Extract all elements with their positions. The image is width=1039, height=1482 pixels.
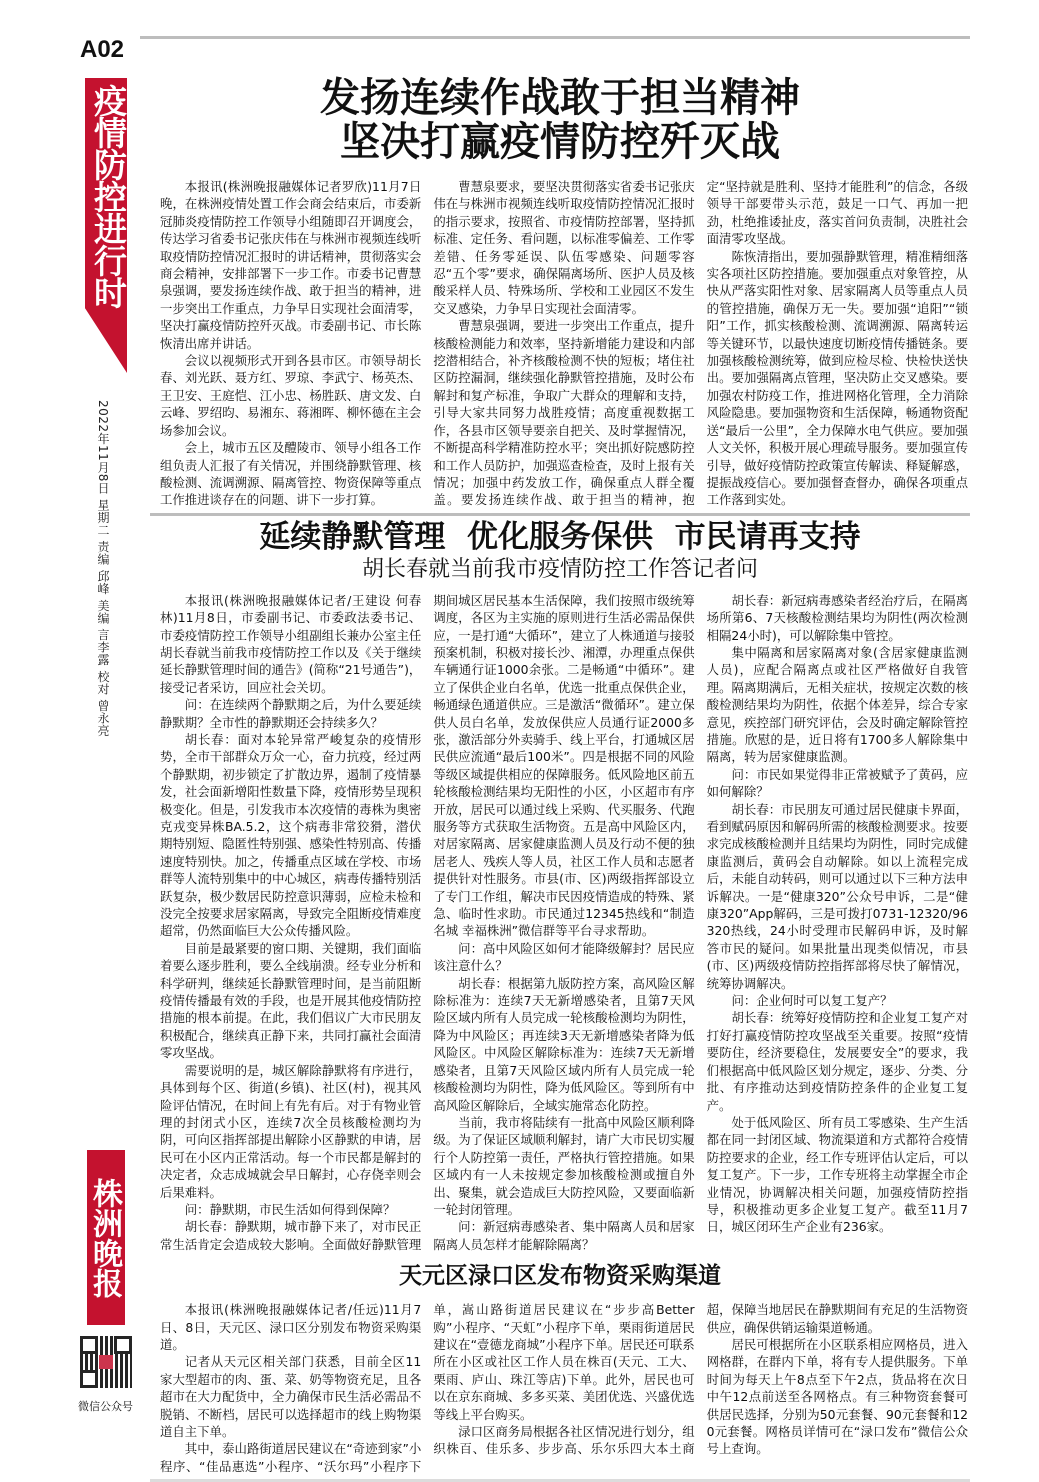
article2-title: 延续静默管理 优化服务保供 市民请再支持 [259,518,861,555]
paragraph: 会议以视频形式开到各县市区。市领导胡长春、刘光跃、聂方红、罗琼、李武宁、杨英杰、王卫安、王庭恺、江小忠、杨胜跃、唐文发、白云峰、罗绍昀、易湘东、蒋湘晖、柳怀德在主会场参加会议。 [160,353,422,438]
article2-body [160,592,968,1253]
paragraph: 胡长春：面对本轮异常严峻复杂的疫情形势，全市干部群众万众一心，奋力抗疫，经过两个静默期，初步锁定了扩散边界，遏制了疫情暴发，社会面新增阳性数量下降，疫情形势呈现积极变化。但是，引发我市本次疫情的毒株为奥密克戎变异株BA.5.2，这个病毒非常狡猾，潜伏期特别短、隐匿性特别强、感染性特别高、传播速度特别快。加之，传播重点区域在学校、市场群等人流特别集中的中心城区，病毒传播特别活跃复杂，极少数居民防控意识薄弱，应检未检和没完全按要求居家隔离，导致完全阻断疫情难度超常，仍然面临巨大公众传播风险。 [160,731,422,939]
paragraph: 问：在连续两个静默期之后，为什么要延续静默期？全市性的静默期还会持续多久？ [160,697,422,730]
article3-body [160,1301,968,1475]
article2-subtitle: 胡长春就当前我市疫情防控工作答记者问 [361,556,758,582]
article3-title: 天元区渌口区发布物资采购渠道 [399,1263,721,1290]
paragraph: 当前，我市将陆续有一批高中风险区顺利降级。为了保证区域顺利解封，请广大市民切实履行个人防控第一责任，严格执行管控措施。如果区域内有一人未按规定参加核酸检测或擅自外出、聚集，就会造成巨大防控风险，又要面临新一轮封闭管理。 [433,1114,695,1217]
paragraph: 会上，城市五区及醴陵市、领导小组各工作组负责人汇报了有关情况，并围绕静默管理、核酸检测、流调溯源、隔离管控、物资保障等重点工作推进谈存在的问题、讲下一步打算。 [160,440,422,508]
section-divider [150,513,970,516]
article1-title-line1: 发扬连续作战敢于担当精神 [320,75,800,121]
paragraph: 处于低风险区、所有员工零感染、生产生活都在同一封闭区域、物流渠道和方式都符合疫情防控要求的企业，经工作专班评估认定后，可以复工复产。下一步，工作专班将主动掌握全市企业情况，协调解决相关问题，加强疫情防控指导，积极推动更多企业复工复产。截至11月7日，城区闭环生产企业有236家。 [706,1114,968,1235]
top-divider [140,36,970,39]
paragraph: 居民可根据所在小区联系相应网格员，进入网格群，在群内下单，将有专人提供服务。下单时间为每天上午8点至下午2点，货品将在次日中午12点前送至各网格点。有三种物资套餐可供居民选择，分别为50元套餐、90元套餐和120元套餐。网格员详情可在“渌口发布”微信公众号上查询。 [706,1336,968,1457]
paragraph: 其中，泰山路街道居民建议在“奇迹到家”小程序、“佳品惠选”小程序、“沃尔玛”小程序下单，嵩山路街道居民建议在“步步高Better购”小程序、“天虹”小程序下单，栗雨街道居民建议在“壹德龙商城”小程序下单。居民还可联系所在小区或社区工作人员在株百(天元、工大、栗雨、庐山、珠江等店)下单。此外，居民也可以在京东商城、多多买菜、美团优选、兴盛优选等线上平台购买。 [160,1302,695,1474]
paragraph: 问：市民如果觉得非正常被赋予了黄码，应如何解除？ [706,766,968,800]
paragraph: 胡长春：新冠病毒感染者经治疗后，在隔离场所第6、7天核酸检测结果均为阴性(两次检测相隔24小时)，可以解除集中管控。 [706,592,968,643]
article1-title-line2: 坚决打赢疫情防控歼灭战 [340,119,780,165]
page-number: A02 [80,36,125,63]
qr-finder-mark [80,1336,98,1354]
paragraph: 胡长春：市民朋友可通过居民健康卡界面，看到赋码原因和解码所需的核酸检测要求。按要求完成核酸检测并且结果均为阴性，同时完成健康监测后，黄码会自动解除。如以上流程完成后，未能自动转码，则可以通过以下三种方法申诉解决。一是“健康320”公众号申诉，二是“健康320”App解码，三是可拨打0731-12320/96320热线，24小时受理市民解码申诉，及时解答市民的疑问。如果批量出现类似情况，市县(市、区)两级疫情防控指挥部将尽快了解情况，统筹协调解决。 [706,801,968,991]
paragraph: 本报讯(株洲晚报融媒体记者/王建设 何春林)11月8日，市委副书记、市委政法委书记、市委疫情防控工作领导小组副组长兼办公室主任胡长春就当前我市疫情防控工作以及《关于继续延长静默管理时间的通告》(简称“21号通告”)，接受记者采访，回应社会关切。 [160,592,422,695]
qr-finder-mark [114,1336,132,1354]
dateline: 2022年11月8日 星期二 责编 邱峰 美编 言李露 校对 曾永亮 [96,400,110,738]
paragraph: 记者从天元区相关部门获悉，目前全区11家大型超市的肉、蛋、菜、奶等物资充足，且各超市在大力配货中，全力确保市民生活必需品不脱销、不断档，居民可以选择超市的线上购物渠道自主下单。 [160,1354,422,1439]
qr-finder-mark [80,1370,98,1388]
paragraph: 问：高中风险区如何才能降级解封？居民应该注意什么？ [433,940,695,974]
paragraph: 集中隔离和居家隔离对象(含居家健康监测人员)，应配合隔离点或社区严格做好自我管理。隔离期满后，无相关症状，按规定次数的核酸检测结果均为阴性，依据个体差异，综合专家意见，疾控部门研究评估，会及时确定解除管控措施。欣慰的是，近日将有1700多人解除集中隔离，转为居家健康监测。 [706,644,968,765]
qr-label: 微信公众号 [78,1400,133,1413]
paragraph: 渌口区商务局根据各社区情况进行划分，组织株百、佳乐多、步步高、乐尔乐四大本土商超，保障当地居民在静默期间有充足的生活物资供应，确保供销运输渠道畅通。 [433,1302,968,1457]
section-banner-label: 疫情防控进行时 [89,84,128,308]
qr-center-seal [99,1355,113,1369]
paragraph: 胡长春：静默期，城市静下来了，对市民正常生活肯定会造成较大影响。全面做好静默管理期间城区居民基本生活保障，我们按照市级统筹调度，各区为主实施的原则进行生活必需品保供应，一是打通“大循环”，建立了人株通道与接驳预案机制，积极对接长沙、湘潭，办理重点保供车辆通行证1000余张。二是畅通“中循环”。建立了保供企业白名单，优选一批重点保供企业，畅通绿色通道供应。三是激活“微循环”。建立保供人员白名单，发放保供应人员通行证2000多张，激活部分外卖骑手、线上平台，打通城区居民供应流通“最后100米”。四是根据不同的风险等级区域提供相应的保障服务。低风险地区前五轮核酸检测结果均无阳性的小区，小区超市有序开放，居民可以通过线上采购、代买服务、代跑服务等方式获取生活物资。五是高中风险区内，对居家隔离、居家健康监测人员及行动不便的独居老人、残疾人等人员，社区工作人员和志愿者提供针对性服务。市县(市、区)两级指挥部设立了专门工作组，解决市民因疫情造成的特殊、紧急、临时性求助。市民通过12345热线和“制造名城 幸福株洲”微信群等平台寻求帮助。 [160,592,695,1252]
main-content [150,76,970,1482]
paragraph: 胡长春：根据第九版防控方案，高风险区解除标准为：连续7天无新增感染者，且第7天风险区域内所有人员完成一轮核酸检测均为阴性，降为中风险区；再连续3天无新增感染者降为低风险区。中风险区解除标准为：连续7天无新增感染者，且第7天风险区域内所有人员完成一轮核酸检测均为阴性，降为低风险区。等到所有中高风险区解除后，全域实施常态化防控。 [433,975,695,1113]
paragraph: 本报讯(株洲晚报融媒体记者/任远)11月7日、8日，天元区、渌口区分别发布物资采购渠道。 [160,1302,422,1352]
masthead-logo: 株洲晚报 [87,1150,125,1325]
paragraph: 胡长春：统筹好疫情防控和企业复工复产对打好打赢疫情防控攻坚战至关重要。按照“疫情要防住，经济要稳住，发展要安全”的要求，我们根据高中低风险区划分规定，逐步、分类、分批、有序推动达到疫情防控条件的企业复工复产。 [706,1010,968,1113]
paragraph: 目前是最紧要的窗口期、关键期，我们面临着要么逐步胜利，要么全线崩溃。经专业分析和科学研判，继续延长静默管理时间，是当前阻断疫情传播最有效的手段，也是开展其他疫情防控措施的根本前提。在此，我们倡议广大市民朋友积极配合，继续真正静下来，共同打赢社会面清零攻坚战。 [160,940,422,1061]
paragraph: 曹慧泉要求，要坚决贯彻落实省委书记张庆伟在与株洲市视频连线听取疫情防控情况汇报时的指示要求，按照省、市疫情防控部署，坚持抓标准、定任务、看问题，以标准零偏差、工作零差错、任务零延误、队伍零感染、问题零容忍“五个零”要求，确保隔离场所、医护人员及核酸采样人员、特殊场所、学校和工业园区不发生交叉感染，力争早日实现社会面清零。 [433,179,695,316]
article1-body [160,178,968,509]
paragraph: 问：新冠病毒感染者、集中隔离人员和居家隔离人员怎样才能解除隔离？ [433,1219,695,1252]
paragraph: 本报讯(株洲晚报融媒体记者罗欣)11月7日晚，在株洲疫情处置工作会商会结束后，市委新冠肺炎疫情防控工作领导小组随即召开调度会，传达学习省委书记张庆伟在与株洲市视频连线听取疫情防控情况汇报时的讲话精神，贯彻落实会商会精神，安排部署下一步工作。市委书记曹慧泉强调，要发扬连续作战、敢于担当的精神，进一步突出工作重点，力争早日实现社会面清零，坚决打赢疫情防控歼灭战。市委副书记、市长陈恢清出席并讲话。 [160,179,422,351]
paragraph: 陈恢清指出，要加强静默管理，精准精细落实各项社区防控措施。要加强重点对象管控，从快从严落实阳性对象、居家隔离人员等重点人员的管控措施，确保万无一失。要加强“追阳”“锁阳”工作，抓实核酸检测、流调溯源、隔离转运等关键环节，以最快速度切断疫情传播链条。要加强核酸检测统筹，做到应检尽检、快检快送快出。要加强隔离点管理，坚决防止交叉感染。要加强农村防疫工作，推进网格化管理，全力消除风险隐患。要加强物资和生活保障，畅通物资配送“最后一公里”，全力保障水电气供应。要加强人文关怀，积极开展心理疏导服务。要加强宣传引导，做好疫情防控政策宣传解读、释疑解惑，提振战疫信心。要加强督查督办，确保各项重点工作落到实处。 [706,248,968,508]
paragraph: 问：企业何时可以复工复产？ [731,993,893,1009]
paragraph: 需要说明的是，城区解除静默将有序进行，具体到每个区、街道(乡镇)、社区(村)，视其风险评估情况，在时间上有先有后。对于有物业管理的封闭式小区，连续7次全员核酸检测均为阴，可向区指挥部提出解除小区静默的申请，居民可在小区内正常活动。每一个市民都是解封的决定者，众志成城就会早日解封，心存侥幸则会后果难料。 [160,1062,422,1200]
paragraph: 曹慧泉强调，要进一步突出工作重点，提升核酸检测能力和效率，坚持新增能力建设和内部挖潜相结合，补齐核酸检测不快的短板；堵住社区防控漏洞，继续强化静默管控措施，及时公布解封和复产标准，争取广大群众的理解和支持，引导大家共同努力战胜疫情；高度重视数据工作，各县市区领导要亲自把关、及时掌握情况，不断提高科学精准防控水平；突出抓好院感防控和工作人员防护，加强巡查检查，及时上报有关情况；加强中药发放工作，确保重点人群全覆盖。要发扬连续作战、敢于担当的精神，抱定“坚持就是胜利、坚持才能胜利”的信念，各级领导干部要带头示范，鼓足一口气、再加一把劲，杜绝推诿扯皮，落实首问负责制，决胜社会面清零攻坚战。 [433,179,968,508]
qr-code [80,1336,132,1388]
paragraph: 问：静默期，市民生活如何得到保障？ [184,1201,396,1217]
